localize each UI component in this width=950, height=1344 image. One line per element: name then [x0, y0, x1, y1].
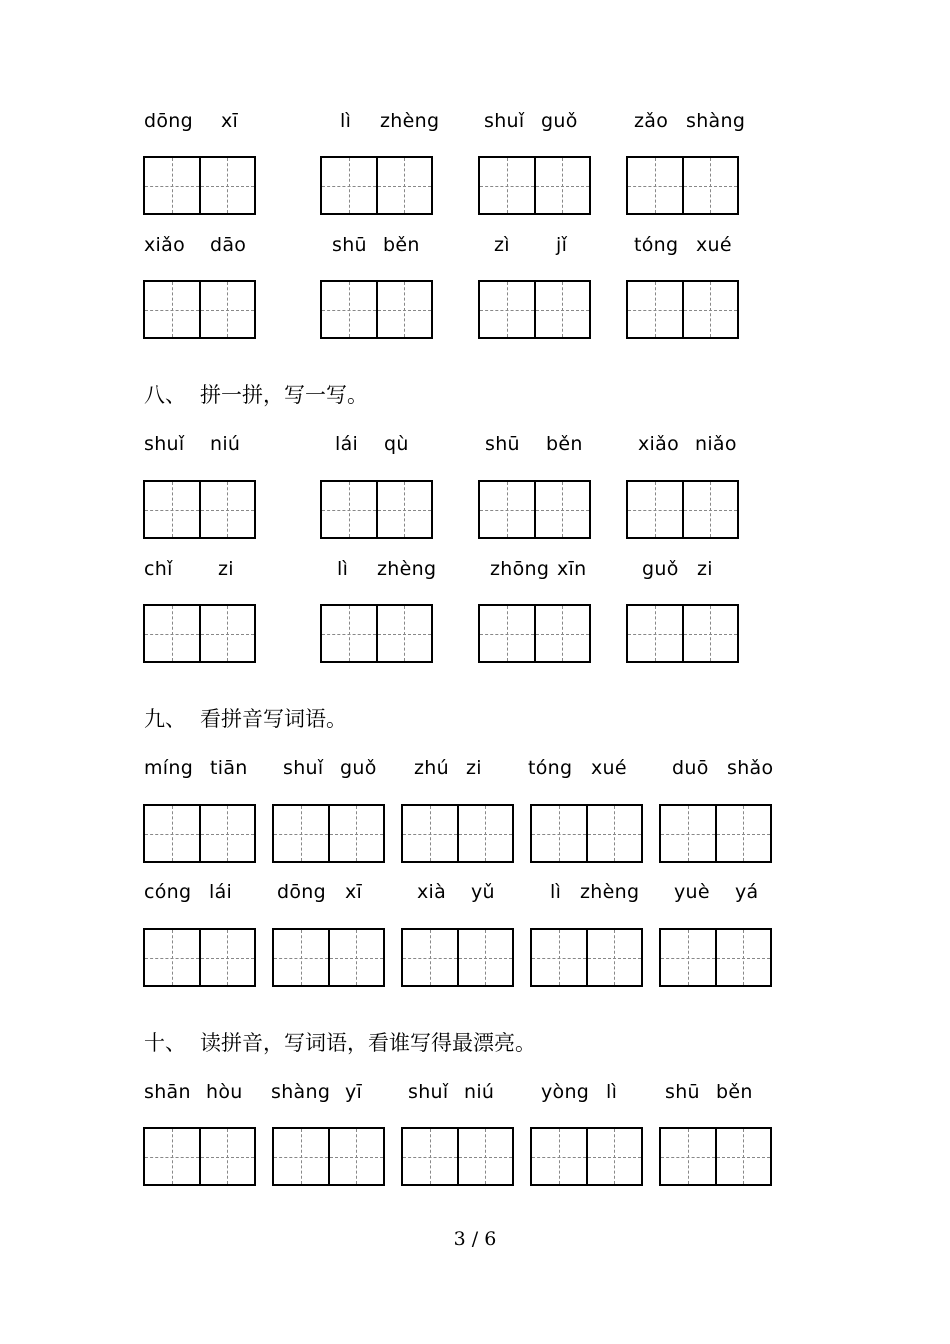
pinyin-syllable: zhèng — [580, 881, 640, 903]
pinyin-syllable: hòu — [206, 1081, 243, 1103]
writing-cell[interactable] — [403, 930, 457, 985]
pinyin-syllable: jǐ — [556, 234, 568, 256]
pinyin-row — [0, 1077, 950, 1107]
writing-cell[interactable] — [532, 930, 586, 985]
pinyin-syllable: shuǐ — [484, 110, 525, 132]
writing-cell[interactable] — [274, 806, 328, 861]
pinyin-syllable: guǒ — [340, 757, 377, 779]
writing-box-pair[interactable] — [659, 1127, 772, 1186]
writing-box-pair[interactable] — [401, 1127, 514, 1186]
section-number: 八、 — [144, 383, 186, 407]
writing-cell[interactable] — [376, 482, 432, 537]
writing-box-pair[interactable] — [530, 804, 643, 863]
pinyin-syllable: yǔ — [471, 881, 495, 903]
writing-cell[interactable] — [628, 482, 682, 537]
writing-box-pair[interactable] — [478, 604, 591, 663]
pinyin-syllable: yòng — [541, 1081, 590, 1103]
writing-cell[interactable] — [586, 930, 642, 985]
pinyin-syllable: yuè — [674, 881, 710, 903]
writing-box-pair[interactable] — [143, 928, 256, 987]
writing-cell[interactable] — [322, 482, 376, 537]
pinyin-syllable: lì — [606, 1081, 618, 1103]
pinyin-row — [0, 753, 950, 783]
pinyin-syllable: cóng — [144, 881, 192, 903]
writing-cell[interactable] — [534, 282, 590, 337]
writing-cell[interactable] — [145, 930, 199, 985]
writing-box-pair[interactable] — [626, 480, 739, 539]
writing-cell[interactable] — [682, 158, 738, 213]
writing-cell[interactable] — [715, 1129, 771, 1184]
writing-box-row — [0, 1127, 950, 1185]
pinyin-syllable: zi — [697, 558, 713, 580]
writing-cell[interactable] — [322, 158, 376, 213]
writing-cell[interactable] — [682, 282, 738, 337]
pinyin-syllable: dōng — [144, 110, 193, 132]
writing-cell[interactable] — [145, 482, 199, 537]
writing-cell[interactable] — [661, 930, 715, 985]
writing-cell[interactable] — [628, 158, 682, 213]
pinyin-syllable: shān — [144, 1081, 191, 1103]
pinyin-syllable: zi — [218, 558, 234, 580]
writing-cell[interactable] — [534, 482, 590, 537]
pinyin-syllable: xī — [345, 881, 363, 903]
writing-cell[interactable] — [322, 606, 376, 661]
writing-box-row — [0, 156, 950, 214]
writing-cell[interactable] — [145, 806, 199, 861]
pinyin-syllable: běn — [716, 1081, 753, 1103]
writing-box-pair[interactable] — [626, 604, 739, 663]
writing-cell[interactable] — [480, 482, 534, 537]
writing-box-pair[interactable] — [272, 928, 385, 987]
writing-box-pair[interactable] — [626, 280, 739, 339]
pinyin-syllable: lì — [340, 110, 352, 132]
writing-cell[interactable] — [682, 606, 738, 661]
writing-box-pair[interactable] — [143, 156, 256, 215]
pinyin-syllable: shuǐ — [144, 433, 185, 455]
writing-cell[interactable] — [534, 158, 590, 213]
pinyin-syllable: dāo — [210, 234, 247, 256]
writing-box-pair[interactable] — [143, 804, 256, 863]
writing-cell[interactable] — [199, 282, 255, 337]
writing-cell[interactable] — [457, 930, 513, 985]
pinyin-syllable: duō — [672, 757, 709, 779]
pinyin-syllable: yá — [735, 881, 759, 903]
pinyin-syllable: běn — [383, 234, 420, 256]
pinyin-syllable: zhèng — [380, 110, 440, 132]
writing-cell[interactable] — [199, 606, 255, 661]
writing-cell[interactable] — [532, 806, 586, 861]
pinyin-syllable: yī — [345, 1081, 363, 1103]
writing-cell[interactable] — [682, 482, 738, 537]
writing-cell[interactable] — [715, 930, 771, 985]
writing-box-pair[interactable] — [272, 1127, 385, 1186]
pinyin-syllable: lái — [335, 433, 359, 455]
pinyin-syllable: zi — [466, 757, 482, 779]
writing-cell[interactable] — [715, 806, 771, 861]
writing-cell[interactable] — [586, 1129, 642, 1184]
writing-cell[interactable] — [328, 1129, 384, 1184]
pinyin-syllable: xué — [591, 757, 627, 779]
pinyin-row — [0, 877, 950, 907]
writing-cell[interactable] — [145, 1129, 199, 1184]
pinyin-syllable: guǒ — [541, 110, 578, 132]
writing-box-pair[interactable] — [320, 156, 433, 215]
pinyin-syllable: lì — [550, 881, 562, 903]
pinyin-syllable: shàng — [271, 1081, 331, 1103]
writing-cell[interactable] — [403, 1129, 457, 1184]
writing-box-pair[interactable] — [659, 804, 772, 863]
writing-box-pair[interactable] — [401, 804, 514, 863]
writing-box-pair[interactable] — [143, 604, 256, 663]
writing-cell[interactable] — [145, 158, 199, 213]
writing-cell[interactable] — [480, 158, 534, 213]
page-number: 3 / 6 — [453, 1228, 497, 1250]
pinyin-syllable: xiǎo — [144, 234, 185, 256]
pinyin-syllable: niú — [210, 433, 241, 455]
writing-cell[interactable] — [199, 482, 255, 537]
writing-box-row — [0, 928, 950, 986]
pinyin-syllable: qù — [384, 433, 409, 455]
writing-box-pair[interactable] — [530, 928, 643, 987]
section-8-title — [144, 380, 368, 410]
writing-cell[interactable] — [457, 806, 513, 861]
pinyin-row — [0, 106, 950, 136]
writing-cell[interactable] — [628, 606, 682, 661]
pinyin-syllable: niǎo — [695, 433, 737, 455]
writing-box-pair[interactable] — [478, 280, 591, 339]
section-instruction: 看拼音写词语。 — [200, 707, 347, 731]
section-number: 十、 — [144, 1031, 186, 1055]
section-number: 九、 — [144, 707, 186, 731]
writing-box-pair[interactable] — [143, 280, 256, 339]
pinyin-syllable: xī — [221, 110, 239, 132]
writing-box-pair[interactable] — [530, 1127, 643, 1186]
writing-cell[interactable] — [628, 282, 682, 337]
section-instruction: 读拼音，写词语，看谁写得最漂亮。 — [200, 1031, 536, 1055]
pinyin-syllable: tiān — [210, 757, 248, 779]
writing-cell[interactable] — [199, 158, 255, 213]
writing-box-pair[interactable] — [320, 604, 433, 663]
pinyin-syllable: xué — [696, 234, 732, 256]
pinyin-row — [0, 429, 950, 459]
pinyin-syllable: guǒ — [642, 558, 679, 580]
pinyin-syllable: shū — [332, 234, 367, 256]
pinyin-syllable: tóng — [634, 234, 679, 256]
writing-box-row — [0, 280, 950, 338]
pinyin-syllable: xīn — [557, 558, 587, 580]
writing-cell[interactable] — [534, 606, 590, 661]
writing-box-pair[interactable] — [401, 928, 514, 987]
writing-box-pair[interactable] — [320, 480, 433, 539]
writing-cell[interactable] — [322, 282, 376, 337]
writing-box-pair[interactable] — [143, 480, 256, 539]
writing-cell[interactable] — [274, 1129, 328, 1184]
section-instruction: 拼一拼，写一写。 — [200, 383, 368, 407]
writing-cell[interactable] — [376, 158, 432, 213]
writing-box-pair[interactable] — [626, 156, 739, 215]
pinyin-syllable: běn — [546, 433, 583, 455]
writing-box-pair[interactable] — [478, 156, 591, 215]
writing-cell[interactable] — [532, 1129, 586, 1184]
pinyin-syllable: dōng — [277, 881, 326, 903]
pinyin-syllable: tóng — [528, 757, 573, 779]
writing-box-pair[interactable] — [659, 928, 772, 987]
writing-cell[interactable] — [274, 930, 328, 985]
writing-box-row — [0, 480, 950, 538]
writing-box-pair[interactable] — [478, 480, 591, 539]
writing-cell[interactable] — [661, 1129, 715, 1184]
pinyin-syllable: chǐ — [144, 558, 173, 580]
pinyin-syllable: zhōng — [490, 558, 550, 580]
writing-box-row — [0, 804, 950, 862]
writing-cell[interactable] — [661, 806, 715, 861]
pinyin-syllable: shū — [665, 1081, 700, 1103]
writing-cell[interactable] — [145, 606, 199, 661]
pinyin-syllable: shuǐ — [283, 757, 324, 779]
pinyin-syllable: shuǐ — [408, 1081, 449, 1103]
pinyin-syllable: míng — [144, 757, 194, 779]
writing-box-pair[interactable] — [320, 280, 433, 339]
pinyin-row — [0, 230, 950, 260]
writing-box-row — [0, 604, 950, 662]
writing-cell[interactable] — [376, 282, 432, 337]
writing-cell[interactable] — [199, 930, 255, 985]
writing-cell[interactable] — [328, 930, 384, 985]
pinyin-syllable: shàng — [686, 110, 746, 132]
pinyin-syllable: shǎo — [727, 757, 774, 779]
writing-box-pair[interactable] — [143, 1127, 256, 1186]
writing-cell[interactable] — [403, 806, 457, 861]
writing-cell[interactable] — [376, 606, 432, 661]
writing-cell[interactable] — [199, 1129, 255, 1184]
writing-cell[interactable] — [199, 806, 255, 861]
pinyin-syllable: xià — [417, 881, 447, 903]
pinyin-syllable: zǎo — [634, 110, 669, 132]
pinyin-row — [0, 554, 950, 584]
pinyin-syllable: xiǎo — [638, 433, 679, 455]
section-9-title — [144, 704, 347, 734]
writing-cell[interactable] — [480, 606, 534, 661]
writing-cell[interactable] — [480, 282, 534, 337]
pinyin-syllable: niú — [464, 1081, 495, 1103]
pinyin-syllable: zì — [494, 234, 510, 256]
pinyin-syllable: lì — [337, 558, 349, 580]
writing-cell[interactable] — [586, 806, 642, 861]
pinyin-syllable: zhú — [414, 757, 449, 779]
pinyin-syllable: shū — [485, 433, 520, 455]
pinyin-syllable: zhèng — [377, 558, 437, 580]
writing-cell[interactable] — [457, 1129, 513, 1184]
writing-box-pair[interactable] — [272, 804, 385, 863]
pinyin-syllable: lái — [209, 881, 233, 903]
writing-cell[interactable] — [328, 806, 384, 861]
writing-cell[interactable] — [145, 282, 199, 337]
section-10-title — [144, 1028, 536, 1058]
